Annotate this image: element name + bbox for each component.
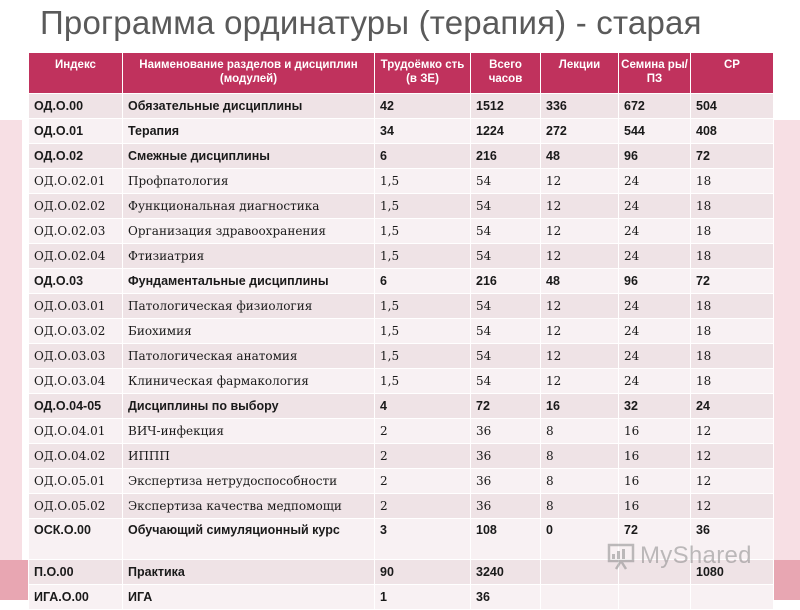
cell-lectures: 272 [541, 119, 619, 144]
cell-index: ОСК.О.00 [29, 519, 123, 560]
cell-lectures: 336 [541, 94, 619, 119]
cell-sr: 18 [691, 344, 774, 369]
table-body [29, 94, 774, 610]
cell-sr: 18 [691, 194, 774, 219]
cell-lectures: 8 [541, 494, 619, 519]
cell-name: Профпатология [123, 169, 375, 194]
watermark-text: MyShared [640, 542, 752, 569]
cell-hours: 54 [471, 244, 541, 269]
cell-index: ОД.О.00 [29, 94, 123, 119]
cell-seminars: 24 [619, 344, 691, 369]
cell-index: ОД.О.04.01 [29, 419, 123, 444]
cell-hours: 54 [471, 219, 541, 244]
header-ze: Трудоёмко сть (в ЗЕ) [375, 53, 471, 94]
cell-lectures: 8 [541, 444, 619, 469]
cell-lectures: 12 [541, 169, 619, 194]
table-row [29, 444, 774, 469]
cell-index: П.О.00 [29, 560, 123, 585]
cell-index: ОД.О.05.01 [29, 469, 123, 494]
cell-seminars: 24 [619, 219, 691, 244]
cell-hours: 108 [471, 519, 541, 560]
cell-seminars: 32 [619, 394, 691, 419]
cell-name: Дисциплины по выбору [123, 394, 375, 419]
cell-name: Фтизиатрия [123, 244, 375, 269]
header-seminars: Семина ры/ПЗ [619, 53, 691, 94]
cell-sr: 18 [691, 369, 774, 394]
cell-seminars: 72 [619, 519, 691, 560]
cell-lectures: 12 [541, 294, 619, 319]
cell-lectures: 8 [541, 469, 619, 494]
cell-hours: 216 [471, 269, 541, 294]
cell-ze: 6 [375, 144, 471, 169]
cell-seminars: 544 [619, 119, 691, 144]
cell-ze: 2 [375, 444, 471, 469]
cell-lectures: 48 [541, 269, 619, 294]
cell-sr: 18 [691, 219, 774, 244]
cell-sr: 504 [691, 94, 774, 119]
cell-sr: 12 [691, 419, 774, 444]
cell-ze: 1,5 [375, 244, 471, 269]
cell-sr: 36 [691, 519, 774, 560]
cell-index: ОД.О.02 [29, 144, 123, 169]
cell-index: ОД.О.03 [29, 269, 123, 294]
cell-seminars: 16 [619, 494, 691, 519]
table-row [29, 169, 774, 194]
cell-sr: 12 [691, 469, 774, 494]
table-row [29, 394, 774, 419]
cell-name: Обучающий симуляционный курс [123, 519, 375, 560]
table-row [29, 144, 774, 169]
cell-hours: 54 [471, 344, 541, 369]
cell-index: ОД.О.03.02 [29, 319, 123, 344]
cell-seminars: 16 [619, 419, 691, 444]
cell-index: ОД.О.02.03 [29, 219, 123, 244]
cell-ze: 6 [375, 269, 471, 294]
cell-ze: 42 [375, 94, 471, 119]
cell-hours: 36 [471, 469, 541, 494]
cell-name: Организация здравоохранения [123, 219, 375, 244]
table-row [29, 244, 774, 269]
cell-seminars: 672 [619, 94, 691, 119]
table-row [29, 494, 774, 519]
cell-sr: 18 [691, 319, 774, 344]
cell-lectures: 12 [541, 194, 619, 219]
cell-seminars: 24 [619, 319, 691, 344]
cell-name: Практика [123, 560, 375, 585]
cell-name: Экспертиза нетрудоспособности [123, 469, 375, 494]
cell-sr: 12 [691, 494, 774, 519]
cell-index: ОД.О.05.02 [29, 494, 123, 519]
cell-name: ИГА [123, 585, 375, 610]
cell-seminars [619, 585, 691, 610]
cell-name: Клиническая фармакология [123, 369, 375, 394]
cell-index: ОД.О.04-05 [29, 394, 123, 419]
cell-ze: 1 [375, 585, 471, 610]
cell-index: ОД.О.03.01 [29, 294, 123, 319]
cell-sr: 72 [691, 144, 774, 169]
cell-index: ОД.О.02.04 [29, 244, 123, 269]
cell-sr: 18 [691, 244, 774, 269]
cell-ze: 1,5 [375, 344, 471, 369]
header-name: Наименование разделов и дисциплин (модулей) [123, 53, 375, 94]
cell-hours: 3240 [471, 560, 541, 585]
cell-ze: 1,5 [375, 319, 471, 344]
table-row [29, 219, 774, 244]
cell-name: Патологическая анатомия [123, 344, 375, 369]
cell-seminars: 24 [619, 294, 691, 319]
cell-ze: 4 [375, 394, 471, 419]
table-header-row [29, 53, 774, 94]
header-sr: СР [691, 53, 774, 94]
cell-seminars: 16 [619, 469, 691, 494]
cell-index: ОД.О.01 [29, 119, 123, 144]
cell-hours: 216 [471, 144, 541, 169]
cell-index: ОД.О.03.04 [29, 369, 123, 394]
cell-lectures: 8 [541, 419, 619, 444]
cell-hours: 54 [471, 319, 541, 344]
table-row [29, 344, 774, 369]
cell-hours: 36 [471, 444, 541, 469]
cell-hours: 1224 [471, 119, 541, 144]
cell-seminars: 96 [619, 269, 691, 294]
cell-name: Фундаментальные дисциплины [123, 269, 375, 294]
table-row [29, 319, 774, 344]
cell-ze: 2 [375, 494, 471, 519]
cell-lectures: 12 [541, 319, 619, 344]
cell-hours: 36 [471, 585, 541, 610]
table-row [29, 369, 774, 394]
cell-lectures: 0 [541, 519, 619, 560]
table-row [29, 94, 774, 119]
table-row [29, 194, 774, 219]
cell-sr: 24 [691, 394, 774, 419]
cell-name: Патологическая физиология [123, 294, 375, 319]
cell-hours: 54 [471, 294, 541, 319]
cell-sr [691, 585, 774, 610]
cell-seminars: 16 [619, 444, 691, 469]
table-row [29, 585, 774, 610]
cell-lectures: 12 [541, 369, 619, 394]
table-row [29, 269, 774, 294]
cell-name: Экспертиза качества медпомощи [123, 494, 375, 519]
cell-sr: 12 [691, 444, 774, 469]
cell-index: ОД.О.04.02 [29, 444, 123, 469]
cell-seminars: 24 [619, 244, 691, 269]
cell-name: Функциональная диагностика [123, 194, 375, 219]
cell-sr: 18 [691, 294, 774, 319]
header-hours: Всего часов [471, 53, 541, 94]
table-row [29, 419, 774, 444]
cell-index: ОД.О.02.02 [29, 194, 123, 219]
cell-lectures: 12 [541, 244, 619, 269]
slide-title: Программа ординатуры (терапия) - старая [40, 4, 702, 41]
cell-hours: 54 [471, 194, 541, 219]
cell-seminars: 24 [619, 369, 691, 394]
cell-name: Смежные дисциплины [123, 144, 375, 169]
cell-index: ОД.О.02.01 [29, 169, 123, 194]
decorative-right-strip [774, 120, 800, 560]
cell-sr: 72 [691, 269, 774, 294]
cell-hours: 54 [471, 169, 541, 194]
cell-sr: 408 [691, 119, 774, 144]
cell-hours: 54 [471, 369, 541, 394]
header-index: Индекс [29, 53, 123, 94]
cell-ze: 90 [375, 560, 471, 585]
table-row [29, 119, 774, 144]
cell-ze: 1,5 [375, 169, 471, 194]
cell-ze: 1,5 [375, 294, 471, 319]
cell-name: Обязательные дисциплины [123, 94, 375, 119]
cell-lectures: 12 [541, 344, 619, 369]
cell-index: ИГА.О.00 [29, 585, 123, 610]
cell-ze: 2 [375, 469, 471, 494]
cell-ze: 3 [375, 519, 471, 560]
cell-ze: 1,5 [375, 369, 471, 394]
decorative-side-band [0, 120, 22, 590]
cell-hours: 72 [471, 394, 541, 419]
cell-lectures: 12 [541, 219, 619, 244]
cell-name: Терапия [123, 119, 375, 144]
curriculum-table [28, 52, 774, 610]
cell-sr: 1080 [691, 560, 774, 585]
cell-index: ОД.О.03.03 [29, 344, 123, 369]
header-lectures: Лекции [541, 53, 619, 94]
cell-lectures: 16 [541, 394, 619, 419]
cell-ze: 34 [375, 119, 471, 144]
watermark [606, 536, 776, 576]
cell-name: Биохимия [123, 319, 375, 344]
table-row [29, 469, 774, 494]
cell-hours: 36 [471, 419, 541, 444]
cell-ze: 2 [375, 419, 471, 444]
cell-ze: 1,5 [375, 194, 471, 219]
cell-seminars: 24 [619, 169, 691, 194]
cell-lectures [541, 585, 619, 610]
table-row [29, 294, 774, 319]
cell-lectures: 48 [541, 144, 619, 169]
cell-name: ИППП [123, 444, 375, 469]
cell-hours: 36 [471, 494, 541, 519]
cell-seminars: 24 [619, 194, 691, 219]
cell-ze: 1,5 [375, 219, 471, 244]
cell-hours: 1512 [471, 94, 541, 119]
cell-seminars: 96 [619, 144, 691, 169]
presentation-board-icon [606, 541, 636, 571]
cell-sr: 18 [691, 169, 774, 194]
cell-name: ВИЧ-инфекция [123, 419, 375, 444]
